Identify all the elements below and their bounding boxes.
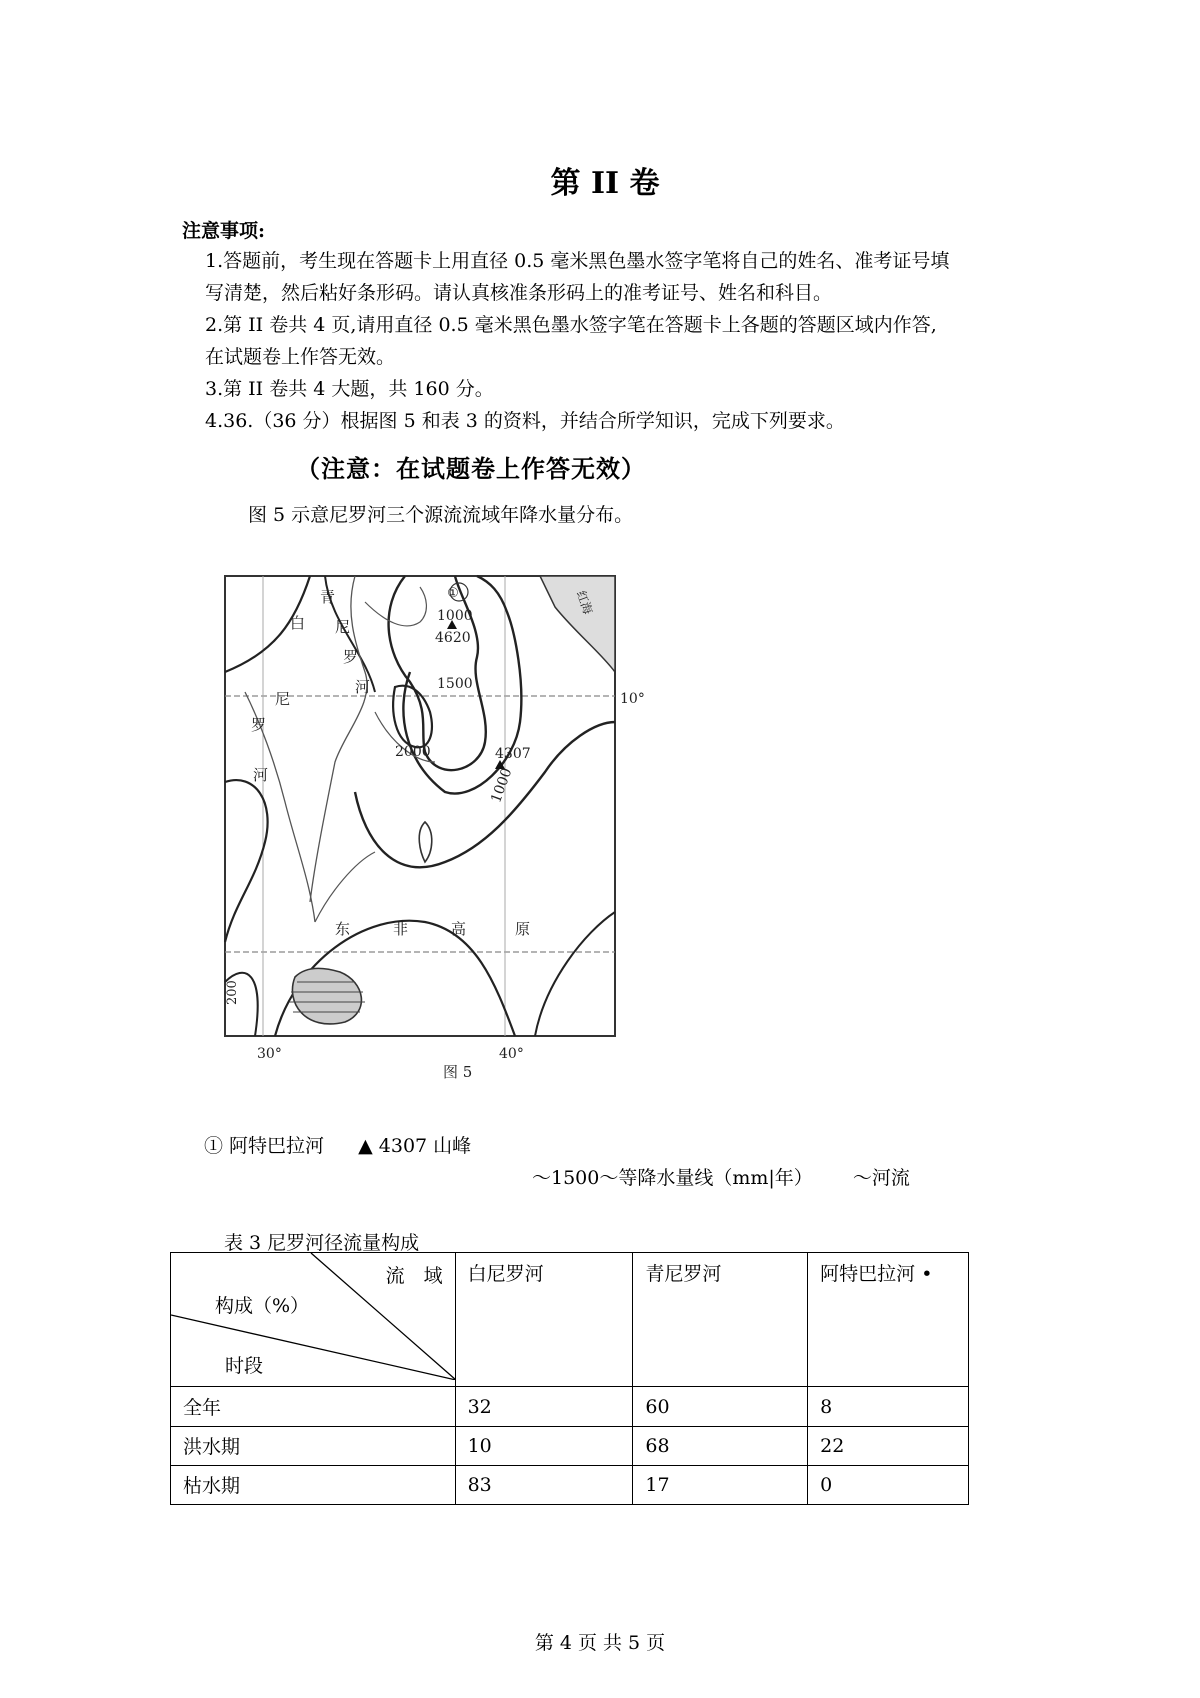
isohyet-2000 [393, 686, 432, 748]
cell-value: 32 [455, 1387, 633, 1426]
table-corner-cell [171, 1253, 456, 1387]
legend-river-label: ① 阿特巴拉河 [204, 1135, 325, 1157]
map-label-1000b: 1000 [488, 766, 516, 806]
nile-precipitation-map [215, 562, 655, 1082]
map-label-gao: 高 [451, 920, 467, 938]
row-period: 全年 [171, 1387, 456, 1426]
table-header-row [171, 1253, 969, 1387]
map-label-ni1: 尼 [335, 618, 351, 636]
map-label-dong: 东 [335, 920, 351, 938]
map-label-peak1: 4620 [435, 630, 471, 646]
notice-line-2: 写清楚，然后粘好条形码。请认真核准条形码上的准考证号、姓名和科目。 [205, 282, 833, 304]
notice-line-5: 3.第 II 卷共 4 大题，共 160 分。 [205, 378, 494, 400]
map-label-1500: 1500 [437, 676, 473, 692]
answer-warning: （注意：在试题卷上作答无效） [296, 454, 646, 483]
map-label-bai: 白 [290, 614, 306, 632]
legend-peak-label: ▲ 4307 山峰 [358, 1135, 472, 1157]
corner-label-bottom: 时段 [225, 1355, 264, 1377]
cell-value: 10 [455, 1426, 633, 1465]
page-title: 第 II 卷 [550, 166, 660, 201]
row-period: 洪水期 [171, 1426, 456, 1465]
isohyet-southwest [225, 780, 268, 942]
map-label-he2: 河 [253, 766, 269, 784]
cell-value: 8 [808, 1387, 969, 1426]
legend-line-2 [532, 1163, 910, 1190]
page-footer: 第 4 页 共 5 页 [534, 1632, 666, 1654]
map-label-circle1: ① [447, 586, 459, 601]
notice-line-1: 1.答题前，考生现在答题卡上用直径 0.5 毫米黑色墨水签字笔将自己的姓名、准考证号填 [205, 250, 950, 272]
isohyet-southeast [535, 912, 615, 1036]
notice-line-3: 2.第 II 卷共 4 页,请用直径 0.5 毫米黑色墨水签字笔在答题卡上各题的答题区域内作答, [205, 314, 937, 336]
map-label-1000a: 1000 [437, 608, 473, 624]
runoff-table [170, 1252, 969, 1505]
corner-label-middle: 构成（%） [215, 1295, 310, 1317]
map-label-ni2: 尼 [275, 690, 291, 708]
row-period: 枯水期 [171, 1465, 456, 1504]
map-label-luo2: 罗 [251, 716, 267, 734]
table-row [171, 1387, 969, 1426]
cell-value: 17 [633, 1465, 808, 1504]
map-label-yuan: 原 [515, 920, 531, 938]
map-label-fig: 图 5 [443, 1063, 473, 1081]
cell-value: 0 [808, 1465, 969, 1504]
column-header-white-nile: 白尼罗河 [455, 1253, 633, 1387]
map-label-lon30: 30° [257, 1046, 282, 1062]
map-label-luo1: 罗 [343, 648, 359, 666]
map-label-2000: 2000 [395, 744, 431, 760]
figure-caption: 图 5 示意尼罗河三个源流流域年降水量分布。 [248, 504, 634, 526]
map-label-lon40: 40° [499, 1046, 524, 1062]
cell-value: 83 [455, 1465, 633, 1504]
map-label-200: 200 [225, 980, 240, 1005]
table-row [171, 1426, 969, 1465]
southern-lake [292, 968, 361, 1024]
notice-line-4: 在试题卷上作答无效。 [205, 346, 396, 368]
legend-isohyet-label: ～1500～等降水量线（mm|年） [532, 1167, 813, 1189]
column-header-atbara: 阿特巴拉河 • [808, 1253, 969, 1387]
table-caption: 表 3 尼罗河径流量构成 [224, 1232, 420, 1254]
map-label-peak2: 4307 [495, 746, 531, 762]
map-label-qing: 青 [320, 588, 336, 606]
cell-value: 22 [808, 1426, 969, 1465]
legend-river-line-label: ～河流 [852, 1167, 910, 1189]
cell-value: 68 [633, 1426, 808, 1465]
corner-label-top: 流 域 [385, 1265, 443, 1287]
table-row [171, 1465, 969, 1504]
column-header-blue-nile: 青尼罗河 [633, 1253, 808, 1387]
map-label-lat10: 10° [620, 691, 645, 707]
cell-value: 60 [633, 1387, 808, 1426]
legend-line-1 [204, 1131, 471, 1158]
map-label-fei: 非 [393, 920, 409, 938]
map-frame [225, 576, 615, 1036]
lake-outline [419, 822, 432, 862]
map-label-redsea: 红海 [573, 588, 596, 617]
notice-line-6: 4.36.（36 分）根据图 5 和表 3 的资料，并结合所学知识，完成下列要求。 [205, 410, 845, 432]
map-label-he1: 河 [355, 678, 371, 696]
notice-heading: 注意事项: [182, 220, 266, 242]
red-sea-area [540, 576, 615, 672]
river-south [315, 852, 375, 922]
